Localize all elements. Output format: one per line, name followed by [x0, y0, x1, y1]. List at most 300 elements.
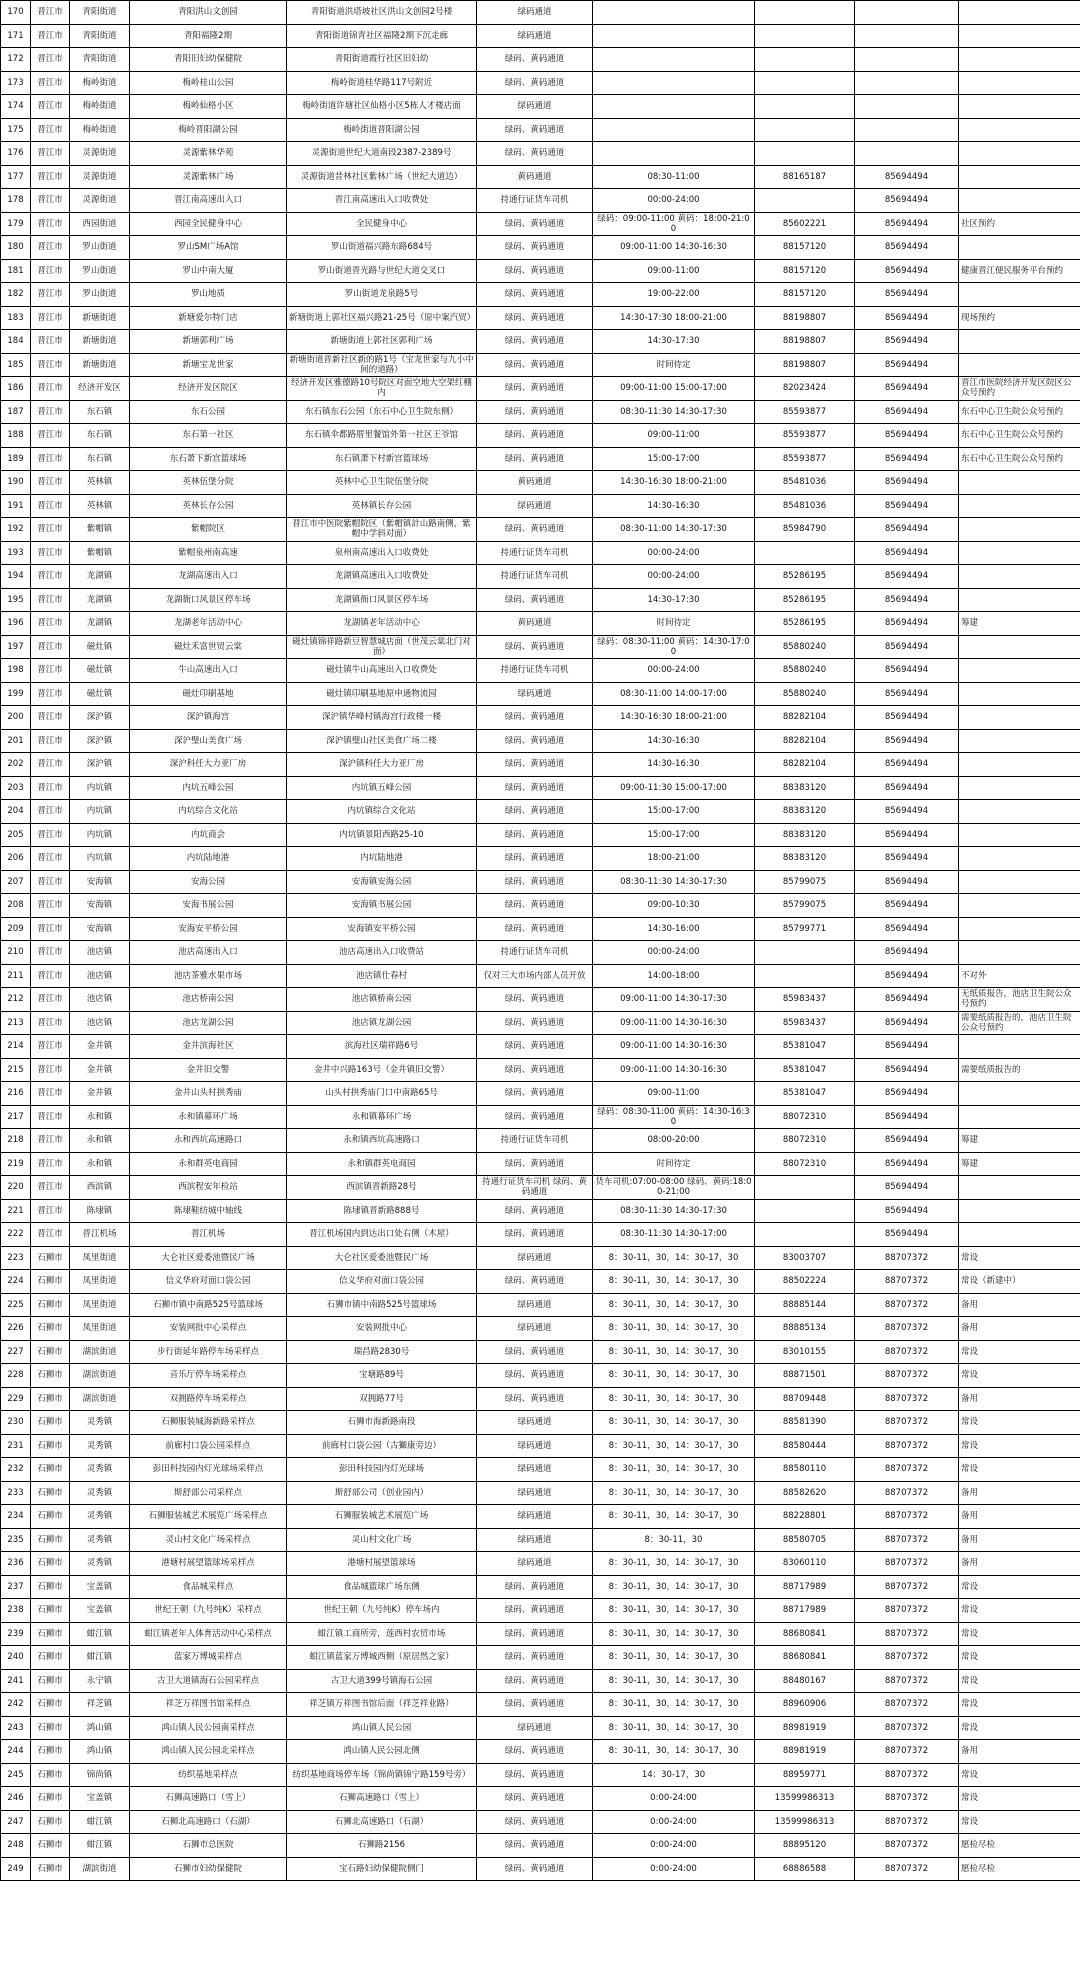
channel-type: 绿码、黄码通道: [477, 776, 593, 800]
channel-type: 绿码、黄码通道: [477, 917, 593, 941]
remarks: [959, 917, 1080, 941]
table-row: [1, 1857, 1080, 1881]
contact-phone: 85983437: [755, 1011, 855, 1035]
city: 晋江市: [31, 682, 70, 706]
service-hours: 09:00-11:30 15:00-17:00: [593, 776, 755, 800]
contact-phone: 82023424: [755, 377, 855, 401]
site-address: 新塘街道上郭社区福兴路21-25号（原中案汽贸）: [287, 306, 477, 330]
contact-phone: [755, 142, 855, 166]
site-name: 石狮高速路口（雪上）: [130, 1787, 287, 1811]
service-hours: 15:00-17:00: [593, 800, 755, 824]
site-name: 池店高速出入口: [130, 941, 287, 965]
city: 石狮市: [31, 1810, 70, 1834]
site-address: 龙湖镇老年活动中心: [287, 612, 477, 636]
site-address: 池店镇桥南公园: [287, 988, 477, 1012]
channel-type: 绿码、黄码通道: [477, 306, 593, 330]
town: 西滨镇: [70, 1176, 130, 1200]
site-address: 磁灶镇锦祥路新豆智慧城店面（世茂云棠北门对面）: [287, 635, 477, 659]
hotline-phone: 88707372: [855, 1669, 959, 1693]
site-address: 石狮路2156: [287, 1834, 477, 1858]
service-hours: 09:00-11:00 14:30-16:30: [593, 1035, 755, 1059]
table-row: [1, 24, 1080, 48]
hotline-phone: 85694494: [855, 306, 959, 330]
city: 晋江市: [31, 494, 70, 518]
hotline-phone: 85694494: [855, 471, 959, 495]
remarks: [959, 565, 1080, 589]
city: 晋江市: [31, 1199, 70, 1223]
service-hours: 8：30-11，30，14：30-17，30: [593, 1246, 755, 1270]
table-row: [1, 400, 1080, 424]
contact-phone: 88895120: [755, 1834, 855, 1858]
town: 湖滨街道: [70, 1857, 130, 1881]
hotline-phone: 85694494: [855, 377, 959, 401]
site-name: 步行街延年路停车场采样点: [130, 1340, 287, 1364]
row-number: 199: [1, 682, 31, 706]
service-hours: 15:00-17:00: [593, 447, 755, 471]
town: 灵秀镇: [70, 1505, 130, 1529]
channel-type: 绿码、黄码通道: [477, 1011, 593, 1035]
town: 西园街道: [70, 212, 130, 236]
hotline-phone: 88707372: [855, 1364, 959, 1388]
channel-type: 绿码通道: [477, 494, 593, 518]
table-row: [1, 964, 1080, 988]
contact-phone: 88580705: [755, 1528, 855, 1552]
site-name: 安装网批中心采样点: [130, 1317, 287, 1341]
row-number: 217: [1, 1105, 31, 1129]
service-hours: [593, 1, 755, 25]
site-name: 安海公园: [130, 870, 287, 894]
table-row: [1, 142, 1080, 166]
service-hours: 08:30-11:30 14:30-17:30: [593, 400, 755, 424]
site-address: 晋江机场国内到达出口处右侧（木屋）: [287, 1223, 477, 1247]
table-row: [1, 1411, 1080, 1435]
city: 晋江市: [31, 236, 70, 260]
service-hours: [593, 142, 755, 166]
remarks: 常设: [959, 1434, 1080, 1458]
contact-phone: [755, 48, 855, 72]
contact-phone: 88198807: [755, 306, 855, 330]
site-name: 音乐厅停车场采样点: [130, 1364, 287, 1388]
site-name: 祥芝万祥图书馆采样点: [130, 1693, 287, 1717]
site-address: 信义华府对面口袋公园: [287, 1270, 477, 1294]
contact-phone: 88072310: [755, 1152, 855, 1176]
site-address: 西滨镇晋新路28号: [287, 1176, 477, 1200]
hotline-phone: 85694494: [855, 353, 959, 377]
table-row: [1, 71, 1080, 95]
city: 石狮市: [31, 1411, 70, 1435]
city: 石狮市: [31, 1246, 70, 1270]
row-number: 248: [1, 1834, 31, 1858]
remarks: [959, 24, 1080, 48]
channel-type: 绿码通道: [477, 1293, 593, 1317]
contact-phone: 88198807: [755, 330, 855, 354]
site-address: 彭田科技园内灯光球场: [287, 1458, 477, 1482]
city: 石狮市: [31, 1575, 70, 1599]
remarks: 常设: [959, 1246, 1080, 1270]
site-address: 灵山村文化广场: [287, 1528, 477, 1552]
service-hours: 时间待定: [593, 1152, 755, 1176]
site-address: 双拥路77号: [287, 1387, 477, 1411]
hotline-phone: 88707372: [855, 1575, 959, 1599]
town: 灵源街道: [70, 142, 130, 166]
channel-type: 绿码通道: [477, 1528, 593, 1552]
table-row: [1, 1105, 1080, 1129]
hotline-phone: 85694494: [855, 964, 959, 988]
table-row: [1, 1552, 1080, 1576]
hotline-phone: 85694494: [855, 1199, 959, 1223]
row-number: 244: [1, 1740, 31, 1764]
channel-type: 绿码、黄码通道: [477, 1364, 593, 1388]
row-number: 178: [1, 189, 31, 213]
city: 石狮市: [31, 1763, 70, 1787]
contact-phone: 88072310: [755, 1129, 855, 1153]
town: 湖滨街道: [70, 1387, 130, 1411]
site-name: 经济开发区院区: [130, 377, 287, 401]
service-hours: 8：30-11，30，14：30-17，30: [593, 1411, 755, 1435]
service-hours: 8：30-11，30，14：30-17，30: [593, 1317, 755, 1341]
row-number: 176: [1, 142, 31, 166]
site-name: 金井山头村拱秀庙: [130, 1082, 287, 1106]
channel-type: 黄码通道: [477, 612, 593, 636]
town: 龙湖镇: [70, 565, 130, 589]
hotline-phone: 88707372: [855, 1693, 959, 1717]
hotline-phone: 85694494: [855, 847, 959, 871]
contact-phone: 13599986313: [755, 1787, 855, 1811]
table-row: [1, 1481, 1080, 1505]
remarks: [959, 588, 1080, 612]
city: 晋江市: [31, 142, 70, 166]
town: 梅岭街道: [70, 95, 130, 119]
service-hours: 绿码：09:00-11:00 黄码：18:00-21:00: [593, 212, 755, 236]
site-name: 灵山村文化广场采样点: [130, 1528, 287, 1552]
row-number: 216: [1, 1082, 31, 1106]
service-hours: 8：30-11，30，14：30-17，30: [593, 1434, 755, 1458]
table-body: [1, 1, 1080, 1881]
hotline-phone: 88707372: [855, 1622, 959, 1646]
remarks: 备用: [959, 1740, 1080, 1764]
site-address: 罗山街道龙泉路5号: [287, 283, 477, 307]
site-name: 东石公园: [130, 400, 287, 424]
site-address: 青阳街道锦青社区福隆2期下沉走廊: [287, 24, 477, 48]
site-address: 安海镇安海公园: [287, 870, 477, 894]
site-address: 蚶江镇工商所旁，莲西村农贸市场: [287, 1622, 477, 1646]
site-name: 英林伍堡分院: [130, 471, 287, 495]
service-hours: 09:00-11:00: [593, 259, 755, 283]
site-name: 彭田科技园内灯光球场采样点: [130, 1458, 287, 1482]
city: 石狮市: [31, 1340, 70, 1364]
town: 锦尚镇: [70, 1763, 130, 1787]
remarks: 常设: [959, 1810, 1080, 1834]
hotline-phone: 88707372: [855, 1505, 959, 1529]
remarks: [959, 1, 1080, 25]
table-row: [1, 330, 1080, 354]
remarks: 常设: [959, 1763, 1080, 1787]
remarks: 筹建: [959, 1129, 1080, 1153]
channel-type: 绿码、黄码通道: [477, 1387, 593, 1411]
service-hours: 0:00-24:00: [593, 1787, 755, 1811]
site-address: 东石镇伞都路厝里餐馆外第一社区王爷馆: [287, 424, 477, 448]
remarks: 东石中心卫生院公众号预约: [959, 424, 1080, 448]
city: 晋江市: [31, 48, 70, 72]
table-row: [1, 800, 1080, 824]
town: 蚶江镇: [70, 1810, 130, 1834]
channel-type: 绿码、黄码通道: [477, 212, 593, 236]
channel-type: 绿码、黄码通道: [477, 259, 593, 283]
site-address: 英林镇长存公园: [287, 494, 477, 518]
remarks: [959, 706, 1080, 730]
service-hours: 8：30-11，30，14：30-17，30: [593, 1669, 755, 1693]
site-name: 紫帽泉州南高速: [130, 541, 287, 565]
site-name: 古卫大道镇海石公园采样点: [130, 1669, 287, 1693]
table-row: [1, 1693, 1080, 1717]
town: 新塘街道: [70, 306, 130, 330]
site-name: 内坑综合文化站: [130, 800, 287, 824]
town: 龙湖镇: [70, 612, 130, 636]
city: 石狮市: [31, 1458, 70, 1482]
town: 龙湖镇: [70, 588, 130, 612]
remarks: [959, 518, 1080, 542]
channel-type: 绿码、黄码通道: [477, 518, 593, 542]
channel-type: 绿码通道: [477, 1505, 593, 1529]
row-number: 202: [1, 753, 31, 777]
hotline-phone: 85694494: [855, 1152, 959, 1176]
table-row: [1, 1246, 1080, 1270]
remarks: [959, 283, 1080, 307]
site-name: 深沪科任大力亚厂房: [130, 753, 287, 777]
table-row: [1, 1740, 1080, 1764]
site-address: 安海镇安平桥公园: [287, 917, 477, 941]
site-address: 食品城篮球广场东侧: [287, 1575, 477, 1599]
channel-type: 绿码、黄码通道: [477, 1669, 593, 1693]
service-hours: 18:00-21:00: [593, 847, 755, 871]
remarks: [959, 1035, 1080, 1059]
town: 灵源街道: [70, 165, 130, 189]
channel-type: 绿码、黄码通道: [477, 894, 593, 918]
hotline-phone: 85694494: [855, 988, 959, 1012]
site-name: 纺织基地采样点: [130, 1763, 287, 1787]
hotline-phone: 85694494: [855, 894, 959, 918]
row-number: 213: [1, 1011, 31, 1035]
remarks: 东石中心卫生院公众号预约: [959, 400, 1080, 424]
town: 凤里街道: [70, 1317, 130, 1341]
contact-phone: 88959771: [755, 1763, 855, 1787]
site-name: 前廊村口袋公园采样点: [130, 1434, 287, 1458]
service-hours: 09:00-11:00: [593, 424, 755, 448]
table-row: [1, 729, 1080, 753]
site-name: 永和西坑高速路口: [130, 1129, 287, 1153]
hotline-phone: 85694494: [855, 612, 959, 636]
channel-type: 绿码通道: [477, 1458, 593, 1482]
town: 安海镇: [70, 870, 130, 894]
table-row: [1, 1646, 1080, 1670]
channel-type: 持通行证货车司机: [477, 941, 593, 965]
contact-phone: 88198807: [755, 353, 855, 377]
service-hours: 绿码：08:30-11:00 黄码：14:30-17:00: [593, 635, 755, 659]
hotline-phone: 85694494: [855, 1129, 959, 1153]
remarks: 备用: [959, 1387, 1080, 1411]
service-hours: 14:30-17:30 18:00-21:00: [593, 306, 755, 330]
town: 梅岭街道: [70, 71, 130, 95]
site-address: 经济开发区雅德路10号院区对面空地大空架红棚内: [287, 377, 477, 401]
hotline-phone: [855, 24, 959, 48]
site-address: 东石镇萧下村新宫篮球场: [287, 447, 477, 471]
remarks: [959, 894, 1080, 918]
site-address: 梅岭街道许塘社区仙格小区5栋人才楼店面: [287, 95, 477, 119]
site-name: 灵源紫林华苑: [130, 142, 287, 166]
channel-type: 仅对三大市场内部人员开放: [477, 964, 593, 988]
table-row: [1, 1, 1080, 25]
channel-type: 绿码、黄码通道: [477, 1763, 593, 1787]
contact-phone: 85880240: [755, 682, 855, 706]
site-address: 泉州南高速出入口收费处: [287, 541, 477, 565]
site-name: 罗山中南大厦: [130, 259, 287, 283]
city: 晋江市: [31, 776, 70, 800]
table-row: [1, 1011, 1080, 1035]
row-number: 171: [1, 24, 31, 48]
hotline-phone: 88707372: [855, 1834, 959, 1858]
contact-phone: 88165187: [755, 165, 855, 189]
table-row: [1, 1152, 1080, 1176]
remarks: 常设: [959, 1599, 1080, 1623]
table-row: [1, 682, 1080, 706]
service-hours: 08:30-11:30 14:30-17:00: [593, 1223, 755, 1247]
table-row: [1, 1810, 1080, 1834]
hotline-phone: 88707372: [855, 1387, 959, 1411]
city: 晋江市: [31, 189, 70, 213]
contact-phone: 88282104: [755, 729, 855, 753]
remarks: 无纸质报告，池店卫生院公众号预约: [959, 988, 1080, 1012]
site-address: 内坑镇五峰公园: [287, 776, 477, 800]
table-row: [1, 494, 1080, 518]
row-number: 245: [1, 1763, 31, 1787]
site-address: 晋江南高速出入口收费处: [287, 189, 477, 213]
row-number: 172: [1, 48, 31, 72]
hotline-phone: 88707372: [855, 1810, 959, 1834]
city: 晋江市: [31, 729, 70, 753]
channel-type: 绿码通道: [477, 1481, 593, 1505]
town: 灵秀镇: [70, 1434, 130, 1458]
row-number: 188: [1, 424, 31, 448]
city: 晋江市: [31, 518, 70, 542]
contact-phone: 88580444: [755, 1434, 855, 1458]
table-row: [1, 941, 1080, 965]
hotline-phone: 88707372: [855, 1716, 959, 1740]
table-row: [1, 776, 1080, 800]
site-name: 龙湖衙口风景区停车场: [130, 588, 287, 612]
table-row: [1, 48, 1080, 72]
site-name: 永和群英电商园: [130, 1152, 287, 1176]
site-address: 石狮高速路口（雪上）: [287, 1787, 477, 1811]
table-row: [1, 1575, 1080, 1599]
remarks: 愿检尽检: [959, 1857, 1080, 1881]
site-name: 池店茶雅水果市场: [130, 964, 287, 988]
service-hours: 14:30-16:30: [593, 494, 755, 518]
hotline-phone: 85694494: [855, 588, 959, 612]
site-name: 鸿山镇人民公园北采样点: [130, 1740, 287, 1764]
remarks: [959, 847, 1080, 871]
row-number: 182: [1, 283, 31, 307]
site-name: 鸿山镇人民公园南采样点: [130, 1716, 287, 1740]
town: 东石镇: [70, 400, 130, 424]
site-name: 双拥路停车场采样点: [130, 1387, 287, 1411]
service-hours: 09:00-10:30: [593, 894, 755, 918]
table-row: [1, 1763, 1080, 1787]
row-number: 183: [1, 306, 31, 330]
row-number: 208: [1, 894, 31, 918]
site-name: 新塘郭利广场: [130, 330, 287, 354]
row-number: 247: [1, 1810, 31, 1834]
contact-phone: 88709448: [755, 1387, 855, 1411]
hotline-phone: 85694494: [855, 494, 959, 518]
remarks: [959, 1176, 1080, 1200]
row-number: 242: [1, 1693, 31, 1717]
site-name: 世纪王朝（九号纯K）采样点: [130, 1599, 287, 1623]
table-row: [1, 823, 1080, 847]
row-number: 187: [1, 400, 31, 424]
channel-type: 绿码通道: [477, 1411, 593, 1435]
service-hours: 8：30-11，30: [593, 1528, 755, 1552]
city: 石狮市: [31, 1669, 70, 1693]
hotline-phone: [855, 142, 959, 166]
table-row: [1, 1223, 1080, 1247]
city: 晋江市: [31, 917, 70, 941]
channel-type: 持通行证货车司机: [477, 541, 593, 565]
city: 晋江市: [31, 1152, 70, 1176]
service-hours: 时间待定: [593, 353, 755, 377]
contact-phone: 85799075: [755, 894, 855, 918]
row-number: 234: [1, 1505, 31, 1529]
hotline-phone: 88707372: [855, 1434, 959, 1458]
hotline-phone: 85694494: [855, 870, 959, 894]
town: 磁灶镇: [70, 659, 130, 683]
service-hours: 0:00-24:00: [593, 1857, 755, 1881]
city: 晋江市: [31, 1, 70, 25]
service-hours: 8：30-11，30，14：30-17，30: [593, 1387, 755, 1411]
contact-phone: 83060110: [755, 1552, 855, 1576]
remarks: 现场预约: [959, 306, 1080, 330]
city: 石狮市: [31, 1646, 70, 1670]
site-address: 池店镇仕春村: [287, 964, 477, 988]
town: 金井镇: [70, 1035, 130, 1059]
row-number: 198: [1, 659, 31, 683]
town: 金井镇: [70, 1082, 130, 1106]
row-number: 175: [1, 118, 31, 142]
site-address: 池店镇龙湖公园: [287, 1011, 477, 1035]
remarks: 常设: [959, 1622, 1080, 1646]
row-number: 185: [1, 353, 31, 377]
row-number: 203: [1, 776, 31, 800]
table-row: [1, 1176, 1080, 1200]
site-address: 青阳街道霞行社区旧妇幼: [287, 48, 477, 72]
town: 英林镇: [70, 471, 130, 495]
row-number: 239: [1, 1622, 31, 1646]
city: 晋江市: [31, 1082, 70, 1106]
site-name: 石狮市总医院: [130, 1834, 287, 1858]
site-address: 山头村拱秀庙门口中南路65号: [287, 1082, 477, 1106]
service-hours: 8：30-11，30，14：30-17，30: [593, 1270, 755, 1294]
row-number: 194: [1, 565, 31, 589]
table-row: [1, 212, 1080, 236]
table-row: [1, 659, 1080, 683]
row-number: 249: [1, 1857, 31, 1881]
row-number: 192: [1, 518, 31, 542]
remarks: 筹建: [959, 1152, 1080, 1176]
hotline-phone: 85694494: [855, 259, 959, 283]
hotline-phone: 85694494: [855, 1035, 959, 1059]
table-row: [1, 118, 1080, 142]
contact-phone: 88228801: [755, 1505, 855, 1529]
city: 晋江市: [31, 565, 70, 589]
